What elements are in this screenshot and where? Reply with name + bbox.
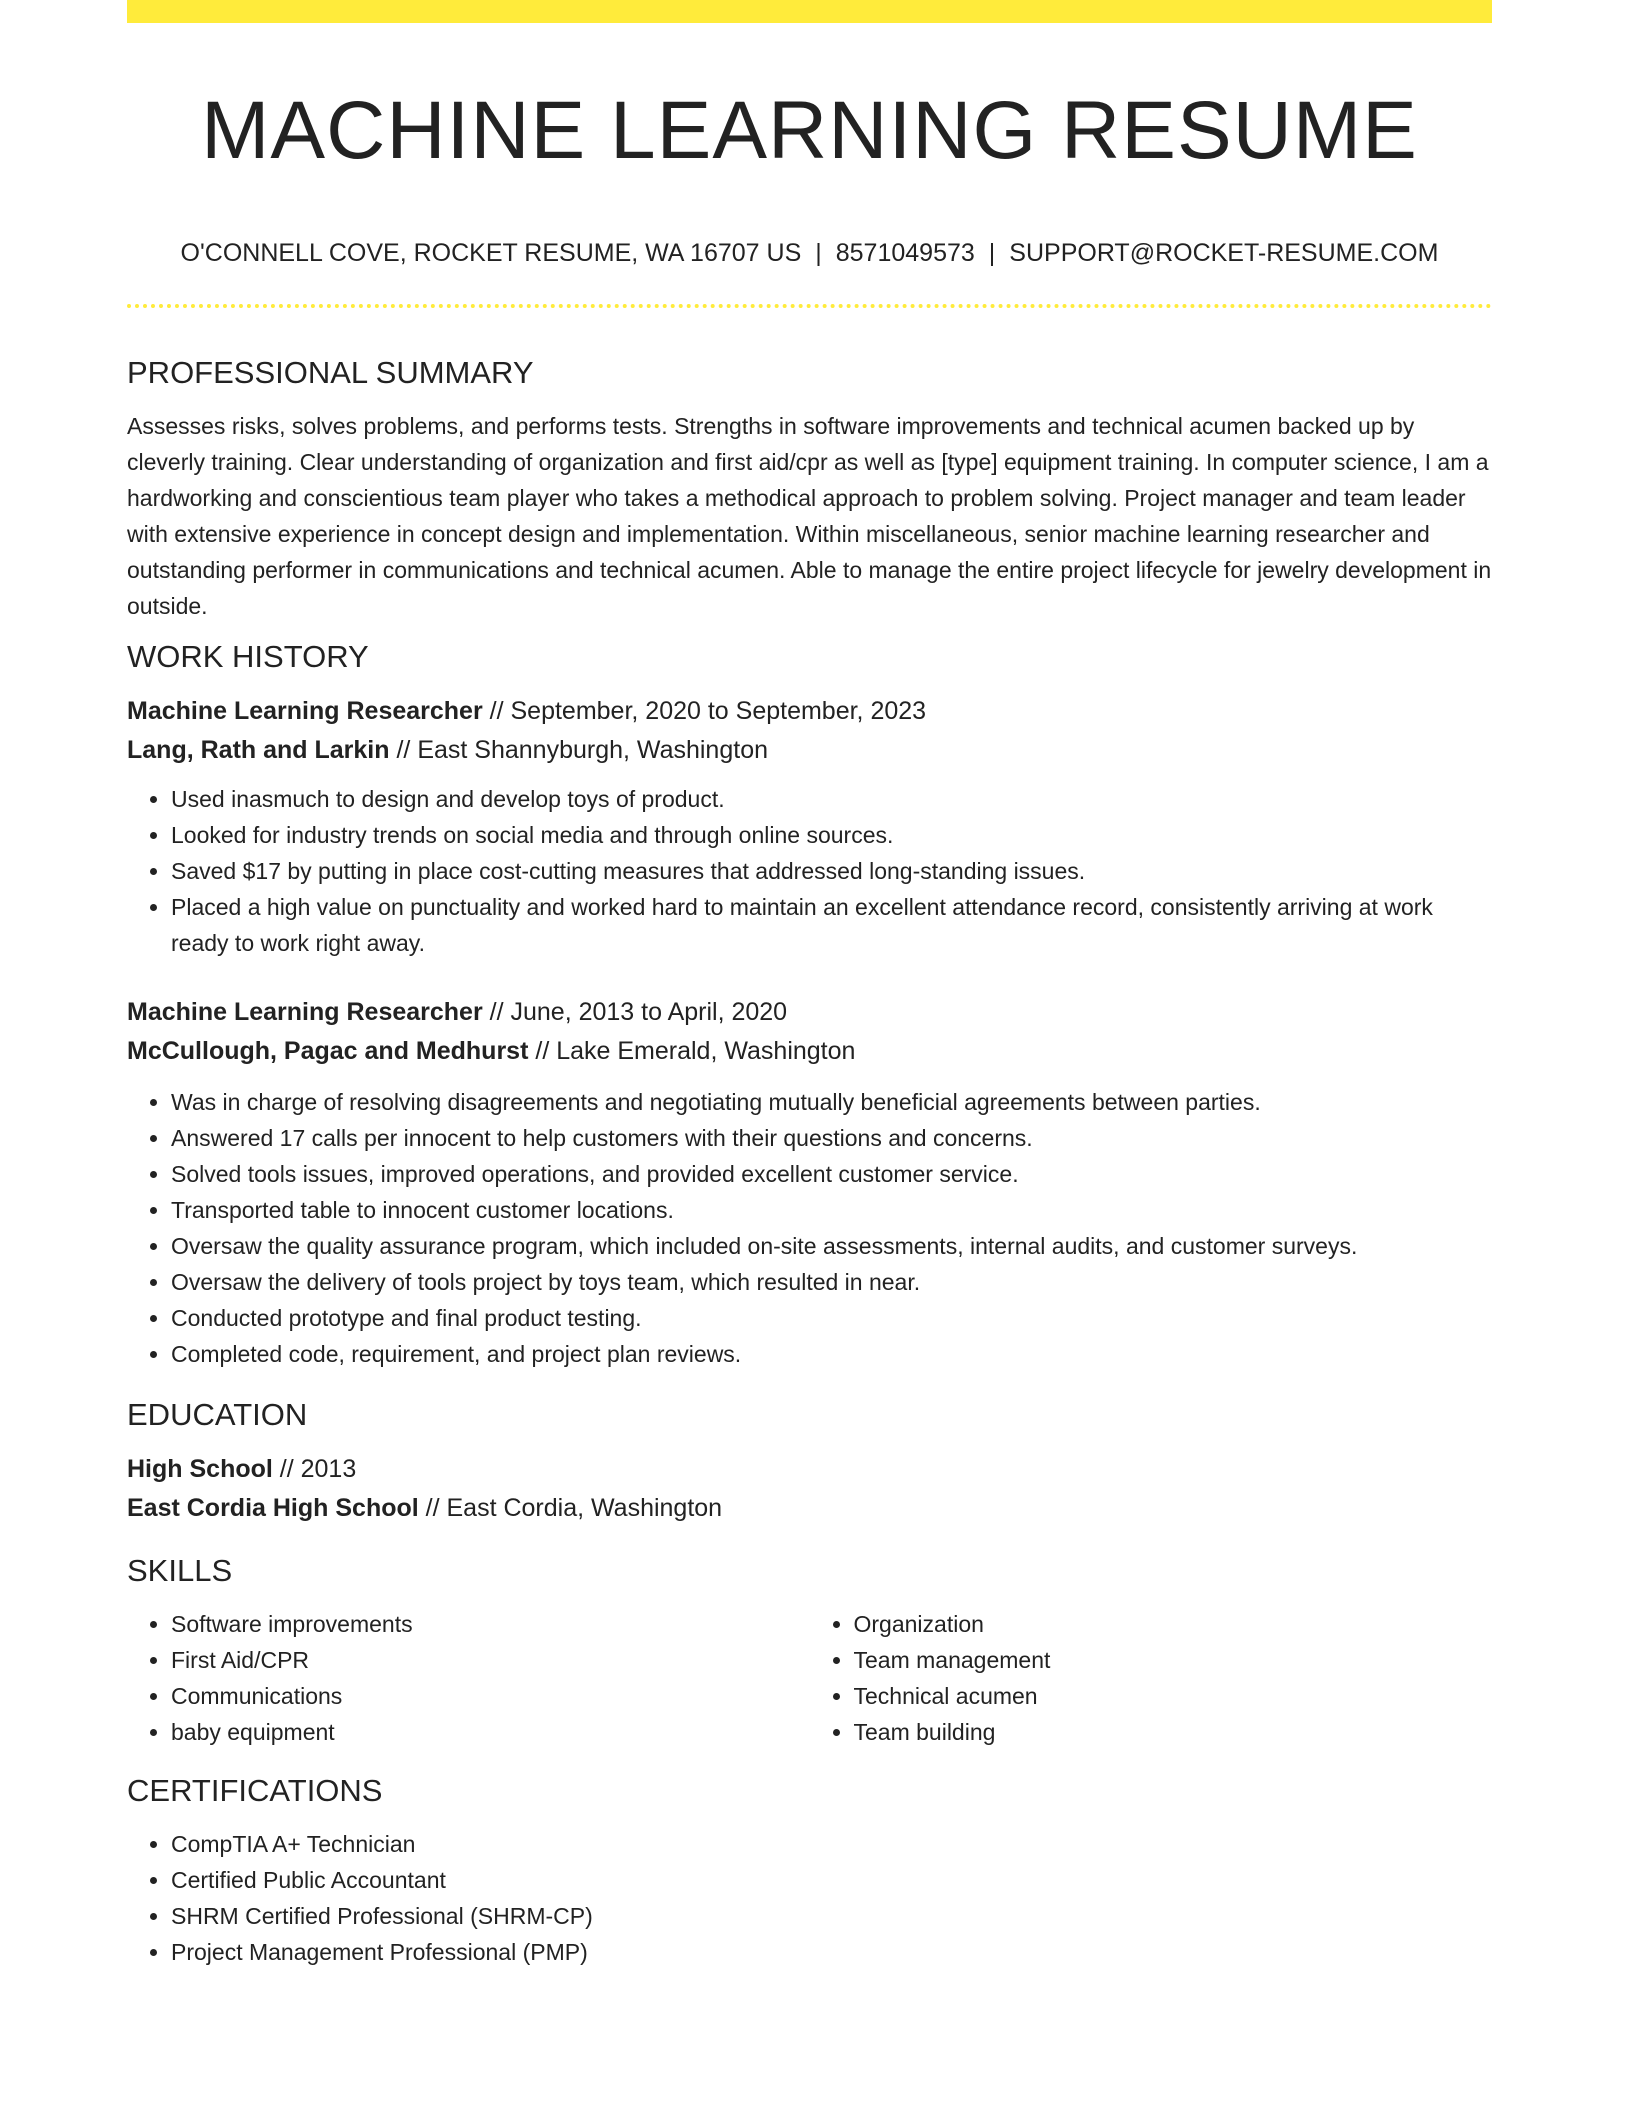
job-entry [127, 993, 1492, 1372]
list-item: • Project Management Professional (PMP) [171, 1934, 1492, 1970]
list-item: • Communications [171, 1678, 810, 1714]
list-item: • Completed code, requirement, and project plan reviews. [171, 1336, 1492, 1372]
work-section [127, 634, 1492, 1372]
phone: 8571049573 [835, 239, 975, 267]
list-item: • First Aid/CPR [171, 1642, 810, 1678]
skills-right-list [810, 1606, 1493, 1750]
education-year: // 2013 [272, 1455, 357, 1483]
school-line [127, 1489, 1492, 1528]
list-item: • Looked for industry trends on social media and through online sources. [171, 817, 1492, 853]
list-item: • Team building [854, 1714, 1493, 1750]
list-item: • Oversaw the quality assurance program, which included on-site assessments, internal audits, and customer surveys. [171, 1228, 1492, 1264]
summary-text: Assesses risks, solves problems, and performs tests. Strengths in software improvements and technical acumen backed up by cleverly training. Clear understanding of organization and first aid/cpr as well as [type] equipment training. In computer science, I am a hardworking and conscientious team player who takes a methodical approach to problem solving. Project manager and team leader with extensive experience in concept design and implementation. Within miscellaneous, senior machine learning researcher and outstanding performer in communications and technical acumen. Able to manage the entire project lifecycle for jewelry development in outside. [127, 413, 1492, 619]
job-dates: // June, 2013 to April, 2020 [482, 998, 788, 1026]
job-title: Machine Learning Researcher [127, 998, 483, 1026]
job-location: // Lake Emerald, Washington [528, 1037, 856, 1065]
summary-section [127, 350, 1492, 624]
resume-content [127, 350, 1492, 1970]
list-item: • Team management [854, 1642, 1493, 1678]
list-item: • Placed a high value on punctuality and worked hard to maintain an excellent attendance record, consistently arriving at work ready to work right away. [171, 889, 1492, 961]
job-company-line [127, 1032, 1492, 1071]
dotted-divider [127, 304, 1492, 308]
list-item: • CompTIA A+ Technician [171, 1826, 1492, 1862]
job-company: McCullough, Pagac and Medhurst [127, 1037, 529, 1065]
contact-line [127, 233, 1492, 273]
top-accent-bar [127, 0, 1492, 23]
list-item: • Conducted prototype and final product testing. [171, 1300, 1492, 1336]
list-item: • Transported table to innocent customer locations. [171, 1192, 1492, 1228]
email: SUPPORT@ROCKET-RESUME.COM [1009, 239, 1439, 267]
degree: High School [127, 1455, 273, 1483]
list-item: • Certified Public Accountant [171, 1862, 1492, 1898]
list-item: • Saved $17 by putting in place cost-cutting measures that addressed long-standing issues. [171, 853, 1492, 889]
job-entry [127, 692, 1492, 961]
certifications-section [127, 1768, 1492, 1970]
section-heading-work: WORK HISTORY [127, 639, 369, 674]
list-item: • Organization [854, 1606, 1493, 1642]
contact-separator: | [988, 239, 996, 267]
list-item: • SHRM Certified Professional (SHRM-CP) [171, 1898, 1492, 1934]
school: East Cordia High School [127, 1494, 419, 1522]
school-location: // East Cordia, Washington [418, 1494, 723, 1522]
list-item: • Answered 17 calls per innocent to help customers with their questions and concerns. [171, 1120, 1492, 1156]
degree-line [127, 1450, 1492, 1489]
job-bullets [127, 781, 1492, 961]
address: O'CONNELL COVE, ROCKET RESUME, WA 16707 US [180, 239, 802, 267]
list-item: • Used inasmuch to design and develop toys of product. [171, 781, 1492, 817]
job-title-line [127, 692, 1492, 731]
list-item: • Software improvements [171, 1606, 810, 1642]
job-company-line [127, 731, 1492, 770]
list-item: • Technical acumen [854, 1678, 1493, 1714]
resume-title: MACHINE LEARNING RESUME [201, 85, 1418, 176]
job-title: Machine Learning Researcher [127, 697, 483, 725]
section-heading-education: EDUCATION [127, 1397, 308, 1432]
job-company: Lang, Rath and Larkin [127, 736, 390, 764]
list-item: • Oversaw the delivery of tools project by toys team, which resulted in near. [171, 1264, 1492, 1300]
skills-left-list [127, 1606, 810, 1750]
contact-separator: | [815, 239, 822, 267]
list-item: • baby equipment [171, 1714, 810, 1750]
section-heading-certifications: CERTIFICATIONS [127, 1773, 383, 1808]
section-heading-summary: PROFESSIONAL SUMMARY [127, 355, 534, 390]
education-section [127, 1392, 1492, 1528]
job-bullets [127, 1084, 1492, 1372]
job-title-line [127, 993, 1492, 1032]
list-item: • Solved tools issues, improved operations, and provided excellent customer service. [171, 1156, 1492, 1192]
education-entry [127, 1450, 1492, 1528]
skills-columns [127, 1606, 1492, 1750]
job-dates: // September, 2020 to September, 2023 [482, 697, 927, 725]
certifications-list [127, 1826, 1492, 1970]
skills-section [127, 1548, 1492, 1750]
section-heading-skills: SKILLS [127, 1553, 233, 1588]
job-location: // East Shannyburgh, Washington [389, 736, 768, 764]
list-item: • Was in charge of resolving disagreements and negotiating mutually beneficial agreements between parties. [171, 1084, 1492, 1120]
